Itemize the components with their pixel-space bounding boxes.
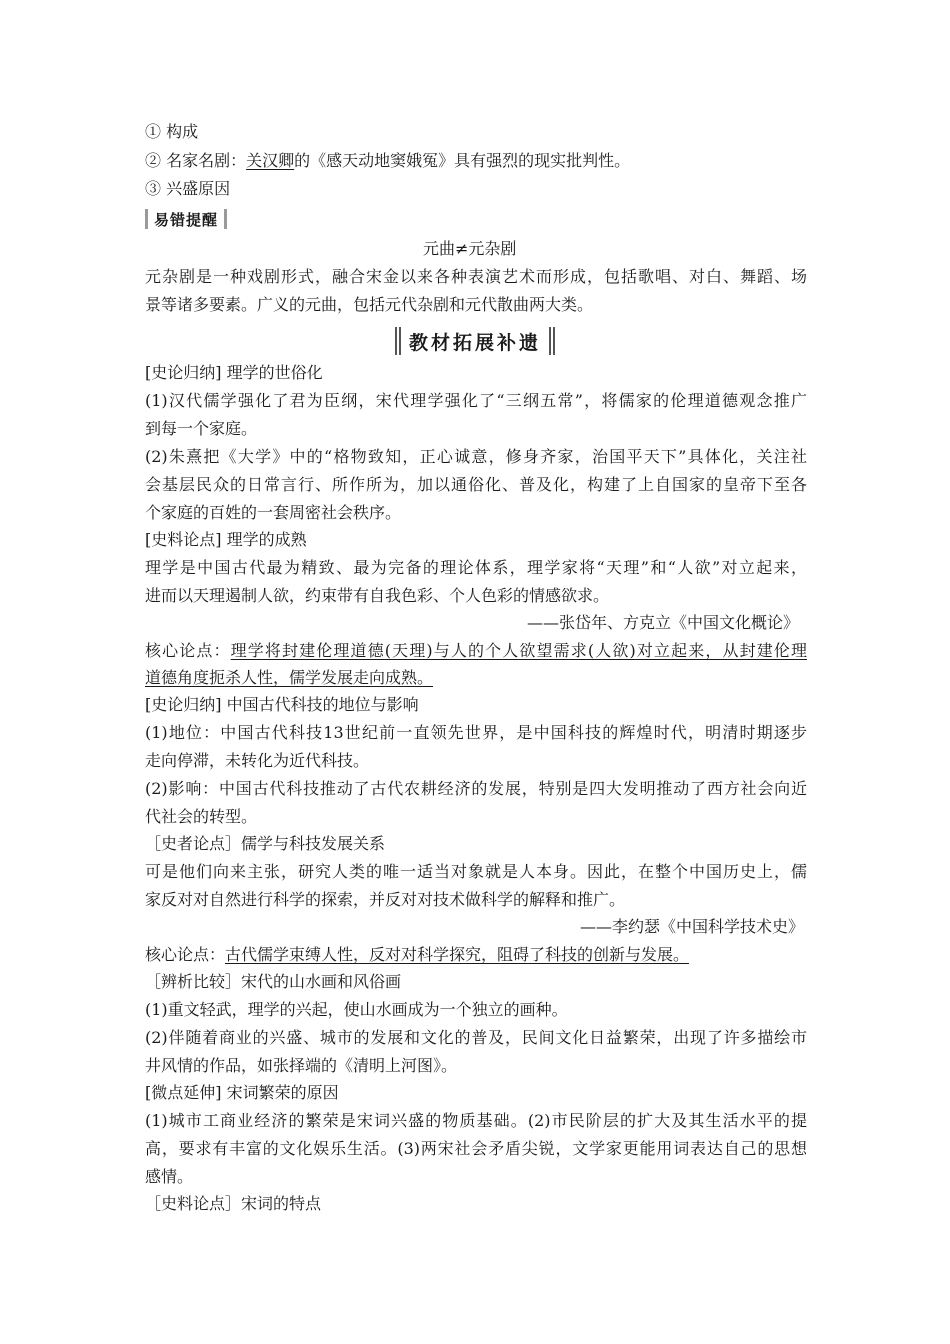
core-point-text: 理学将封建伦理道德(天理)与人的个人欲望需求(人欲)对立起来，从封建伦理 <box>230 641 807 660</box>
paragraph-line: 感情。 <box>145 1167 194 1186</box>
paragraph-line: (1)重文轻武，理学的兴起，使山水画成为一个独立的画种。 <box>145 1000 568 1019</box>
heading-line: [史料论点] 理学的成熟 <box>145 530 307 549</box>
section-title <box>395 324 555 358</box>
paragraph-line: 理学是中国古代最为精致、最为完备的理论体系，理学家将“天理”和“人欲”对立起来， <box>145 558 807 577</box>
item-composition: ① 构成 <box>145 122 199 141</box>
paragraph-line: (1)城市工商业经济的繁荣是宋词兴盛的物质基础。(2)市民阶层的扩大及其生活水平的提 <box>145 1111 807 1130</box>
paragraph-line: 走向停滞，未转化为近代科技。 <box>145 751 370 770</box>
item-famous-plays <box>145 150 630 172</box>
heading-line: ［辨析比较］宋代的山水画和风俗画 <box>145 972 402 991</box>
citation-line: ——张岱年、方克立《中国文化概论》 <box>527 613 800 632</box>
item-famous-plays-text: 的《感天动地窦娥冤》具有强烈的现实批判性。 <box>294 151 631 170</box>
core-point-line <box>145 667 433 689</box>
tip-bar-right <box>224 209 227 229</box>
paragraph-line: 景等诸多要素。广义的元曲，包括元代杂剧和元代散曲两大类。 <box>145 295 594 314</box>
paragraph-line: 到每一个家庭。 <box>145 419 258 438</box>
tip-label-text: 易错提醒 <box>154 210 219 229</box>
paragraph-line: (2)影响：中国古代科技推动了古代农耕经济的发展，特别是四大发明推动了西方社会向近 <box>145 779 807 798</box>
core-point-line <box>145 944 689 966</box>
core-point-label: 核心论点： <box>145 945 226 964</box>
heading-line: ［史者论点］儒学与科技发展关系 <box>145 834 386 853</box>
core-point-label: 核心论点： <box>145 641 231 660</box>
paragraph-line: 可是他们向来主张，研究人类的唯一适当对象就是人本身。因此，在整个中国历史上，儒 <box>145 862 807 881</box>
paragraph-line: 代社会的转型。 <box>145 807 258 826</box>
item-famous-plays-label: ② 名家名剧： <box>145 151 247 170</box>
paragraph-line: 进而以天理遏制人欲，约束带有自我色彩、个人色彩的情感欲求。 <box>145 586 610 605</box>
paragraph-line: 井风情的作品，如张择端的《清明上河图》。 <box>145 1056 458 1075</box>
paragraph-line: 会基层民众的日常言行、所作所为，加以通俗化、普及化，构建了上自国家的皇帝下至各 <box>145 475 807 494</box>
heading-line: [微点延伸] 宋词繁荣的原因 <box>145 1083 339 1102</box>
paragraph-line: (1)地位：中国古代科技13世纪前一直领先世界，是中国科技的辉煌时代，明清时期逐步 <box>145 723 807 742</box>
paragraph-line: 高，要求有丰富的文化娱乐生活。(3)两宋社会矛盾尖锐，文学家更能用词表达自己的思想 <box>145 1139 807 1158</box>
section-bar-right <box>549 327 555 355</box>
item-reasons: ③ 兴盛原因 <box>145 179 231 198</box>
heading-line: [史论归纳] 中国古代科技的地位与影响 <box>145 695 419 714</box>
paragraph-line: 家反对对自然进行科学的探索，并反对对技术做科学的解释和推广。 <box>145 890 626 909</box>
paragraph-line: (1)汉代儒学强化了君为臣纲，宋代理学强化了“三纲五常”，将儒家的伦理道德观念推广 <box>145 391 807 410</box>
paragraph-line: 元杂剧是一种戏剧形式，融合宋金以来各种表演艺术而形成，包括歌唱、对白、舞蹈、场 <box>145 267 807 286</box>
core-point-text: 古代儒学束缚人性，反对对科学探究，阻碍了科技的创新与发展。 <box>225 945 690 964</box>
heading-line: [史论归纳] 理学的世俗化 <box>145 363 323 382</box>
author-guan-hanqing: 关汉卿 <box>246 151 295 170</box>
paragraph-line: 个家庭的百姓的一套周密社会秩序。 <box>145 503 402 522</box>
formula-line: 元曲≠元杂剧 <box>423 239 517 258</box>
core-point-text: 道德角度扼杀人性，儒学发展走向成熟。 <box>145 668 434 687</box>
section-title-text: 教材拓展补遗 <box>409 331 542 354</box>
tip-label <box>145 207 227 231</box>
core-point-line <box>145 640 807 662</box>
paragraph-line: (2)伴随着商业的兴盛、城市的发展和文化的普及，民间文化日益繁荣，出现了许多描绘市 <box>145 1028 807 1047</box>
heading-line: ［史料论点］宋词的特点 <box>145 1194 322 1213</box>
paragraph-line: (2)朱熹把《大学》中的“格物致知，正心诚意，修身齐家，治国平天下”具体化，关注社 <box>145 447 807 466</box>
citation-line: ——李约瑟《中国科学技术史》 <box>580 917 805 936</box>
